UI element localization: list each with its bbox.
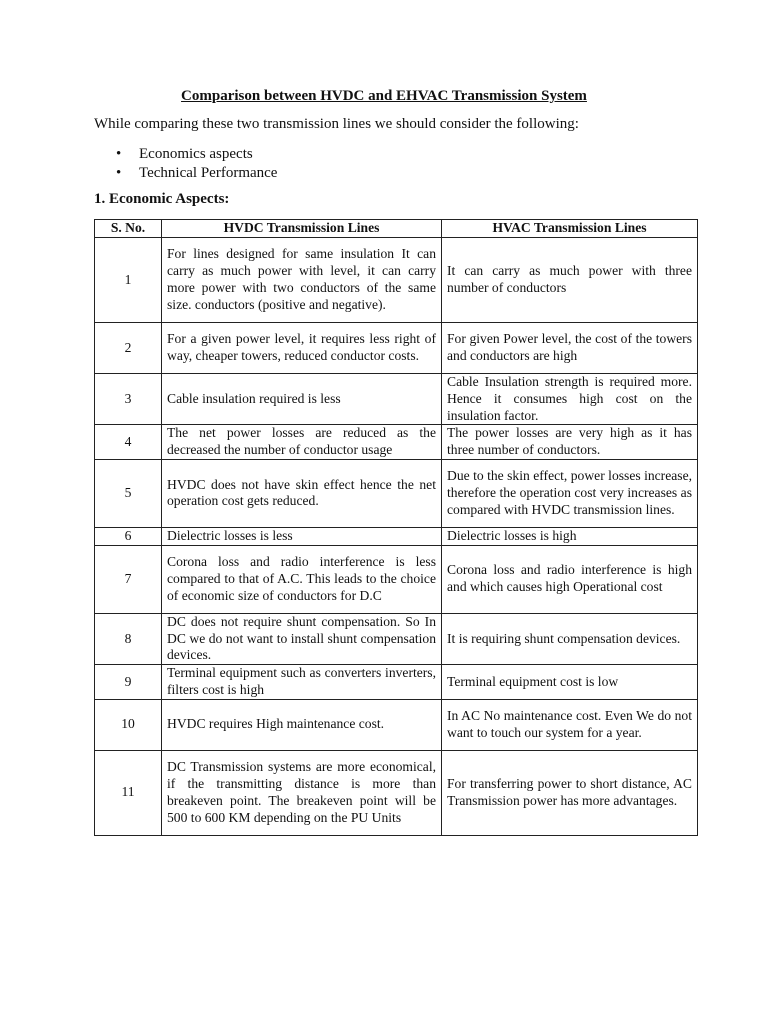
table-row <box>95 459 698 527</box>
table-row <box>95 323 698 374</box>
cell-hvac: For given Power level, the cost of the towers and conductors are high <box>442 323 698 374</box>
cell-hvac: The power losses are very high as it has three number of conductors. <box>442 425 698 460</box>
cell-hvdc: For lines designed for same insulation It can carry as much power with level, it can carry more power with two conductors of the same size. conductors (positive and negative). <box>162 238 442 323</box>
cell-hvdc: DC Transmission systems are more economical, if the transmitting distance is more than breakeven point. The breakeven point will be 500 to 600 KM depending on the PU Units <box>162 750 442 835</box>
cell-sno: 2 <box>95 323 162 374</box>
cell-hvac: Terminal equipment cost is low <box>442 665 698 700</box>
cell-sno: 7 <box>95 545 162 613</box>
cell-hvdc: Terminal equipment such as converters inverters, filters cost is high <box>162 665 442 700</box>
cell-hvdc: HVDC does not have skin effect hence the net operation cost gets reduced. <box>162 459 442 527</box>
cell-hvac: In AC No maintenance cost. Even We do not want to touch our system for a year. <box>442 699 698 750</box>
bullet-icon: • <box>116 165 122 181</box>
bullet-icon: • <box>116 146 122 162</box>
cell-sno: 3 <box>95 374 162 425</box>
cell-sno: 4 <box>95 425 162 460</box>
bullet-list <box>116 145 277 183</box>
table-row <box>95 527 698 545</box>
cell-sno: 11 <box>95 750 162 835</box>
cell-sno: 8 <box>95 613 162 664</box>
cell-hvac: Corona loss and radio interference is high and which causes high Operational cost <box>442 545 698 613</box>
cell-hvdc: For a given power level, it requires less right of way, cheaper towers, reduced conductor costs. <box>162 323 442 374</box>
intro-text: While comparing these two transmission lines we should consider the following: <box>94 116 579 132</box>
table-row <box>95 750 698 835</box>
cell-hvdc: HVDC requires High maintenance cost. <box>162 699 442 750</box>
list-item <box>116 145 277 164</box>
header-hvac: HVAC Transmission Lines <box>442 220 698 238</box>
cell-hvac: For transferring power to short distance, AC Transmission power has more advantages. <box>442 750 698 835</box>
cell-hvac: It is requiring shunt compensation devices. <box>442 613 698 664</box>
cell-sno: 9 <box>95 665 162 700</box>
table-row <box>95 425 698 460</box>
table-row <box>95 545 698 613</box>
section-heading: 1. Economic Aspects: <box>94 191 230 207</box>
table-header-row <box>95 220 698 238</box>
cell-hvdc: Cable insulation required is less <box>162 374 442 425</box>
cell-sno: 1 <box>95 238 162 323</box>
cell-hvdc: Corona loss and radio interference is less compared to that of A.C. This leads to the choice of economic size of conductors for D.C <box>162 545 442 613</box>
cell-hvac: Due to the skin effect, power losses increase, therefore the operation cost very increases as compared with HVDC transmission lines. <box>442 459 698 527</box>
cell-sno: 10 <box>95 699 162 750</box>
bullet-text: Economics aspects <box>139 146 253 162</box>
cell-hvac: Cable Insulation strength is required more. Hence it consumes high cost on the insulation factor. <box>442 374 698 425</box>
table-row <box>95 238 698 323</box>
table-row <box>95 374 698 425</box>
header-sno: S. No. <box>95 220 162 238</box>
header-hvdc: HVDC Transmission Lines <box>162 220 442 238</box>
cell-sno: 5 <box>95 459 162 527</box>
table-row <box>95 699 698 750</box>
table-row <box>95 665 698 700</box>
page-title: Comparison between HVDC and EHVAC Transmission System <box>181 88 587 104</box>
list-item <box>116 164 277 183</box>
cell-hvdc: The net power losses are reduced as the decreased the number of conductor usage <box>162 425 442 460</box>
bullet-text: Technical Performance <box>139 165 278 181</box>
table-row <box>95 613 698 664</box>
comparison-table <box>94 219 698 836</box>
cell-sno: 6 <box>95 527 162 545</box>
cell-hvdc: Dielectric losses is less <box>162 527 442 545</box>
cell-hvac: It can carry as much power with three number of conductors <box>442 238 698 323</box>
cell-hvac: Dielectric losses is high <box>442 527 698 545</box>
cell-hvdc: DC does not require shunt compensation. So In DC we do not want to install shunt compensation devices. <box>162 613 442 664</box>
